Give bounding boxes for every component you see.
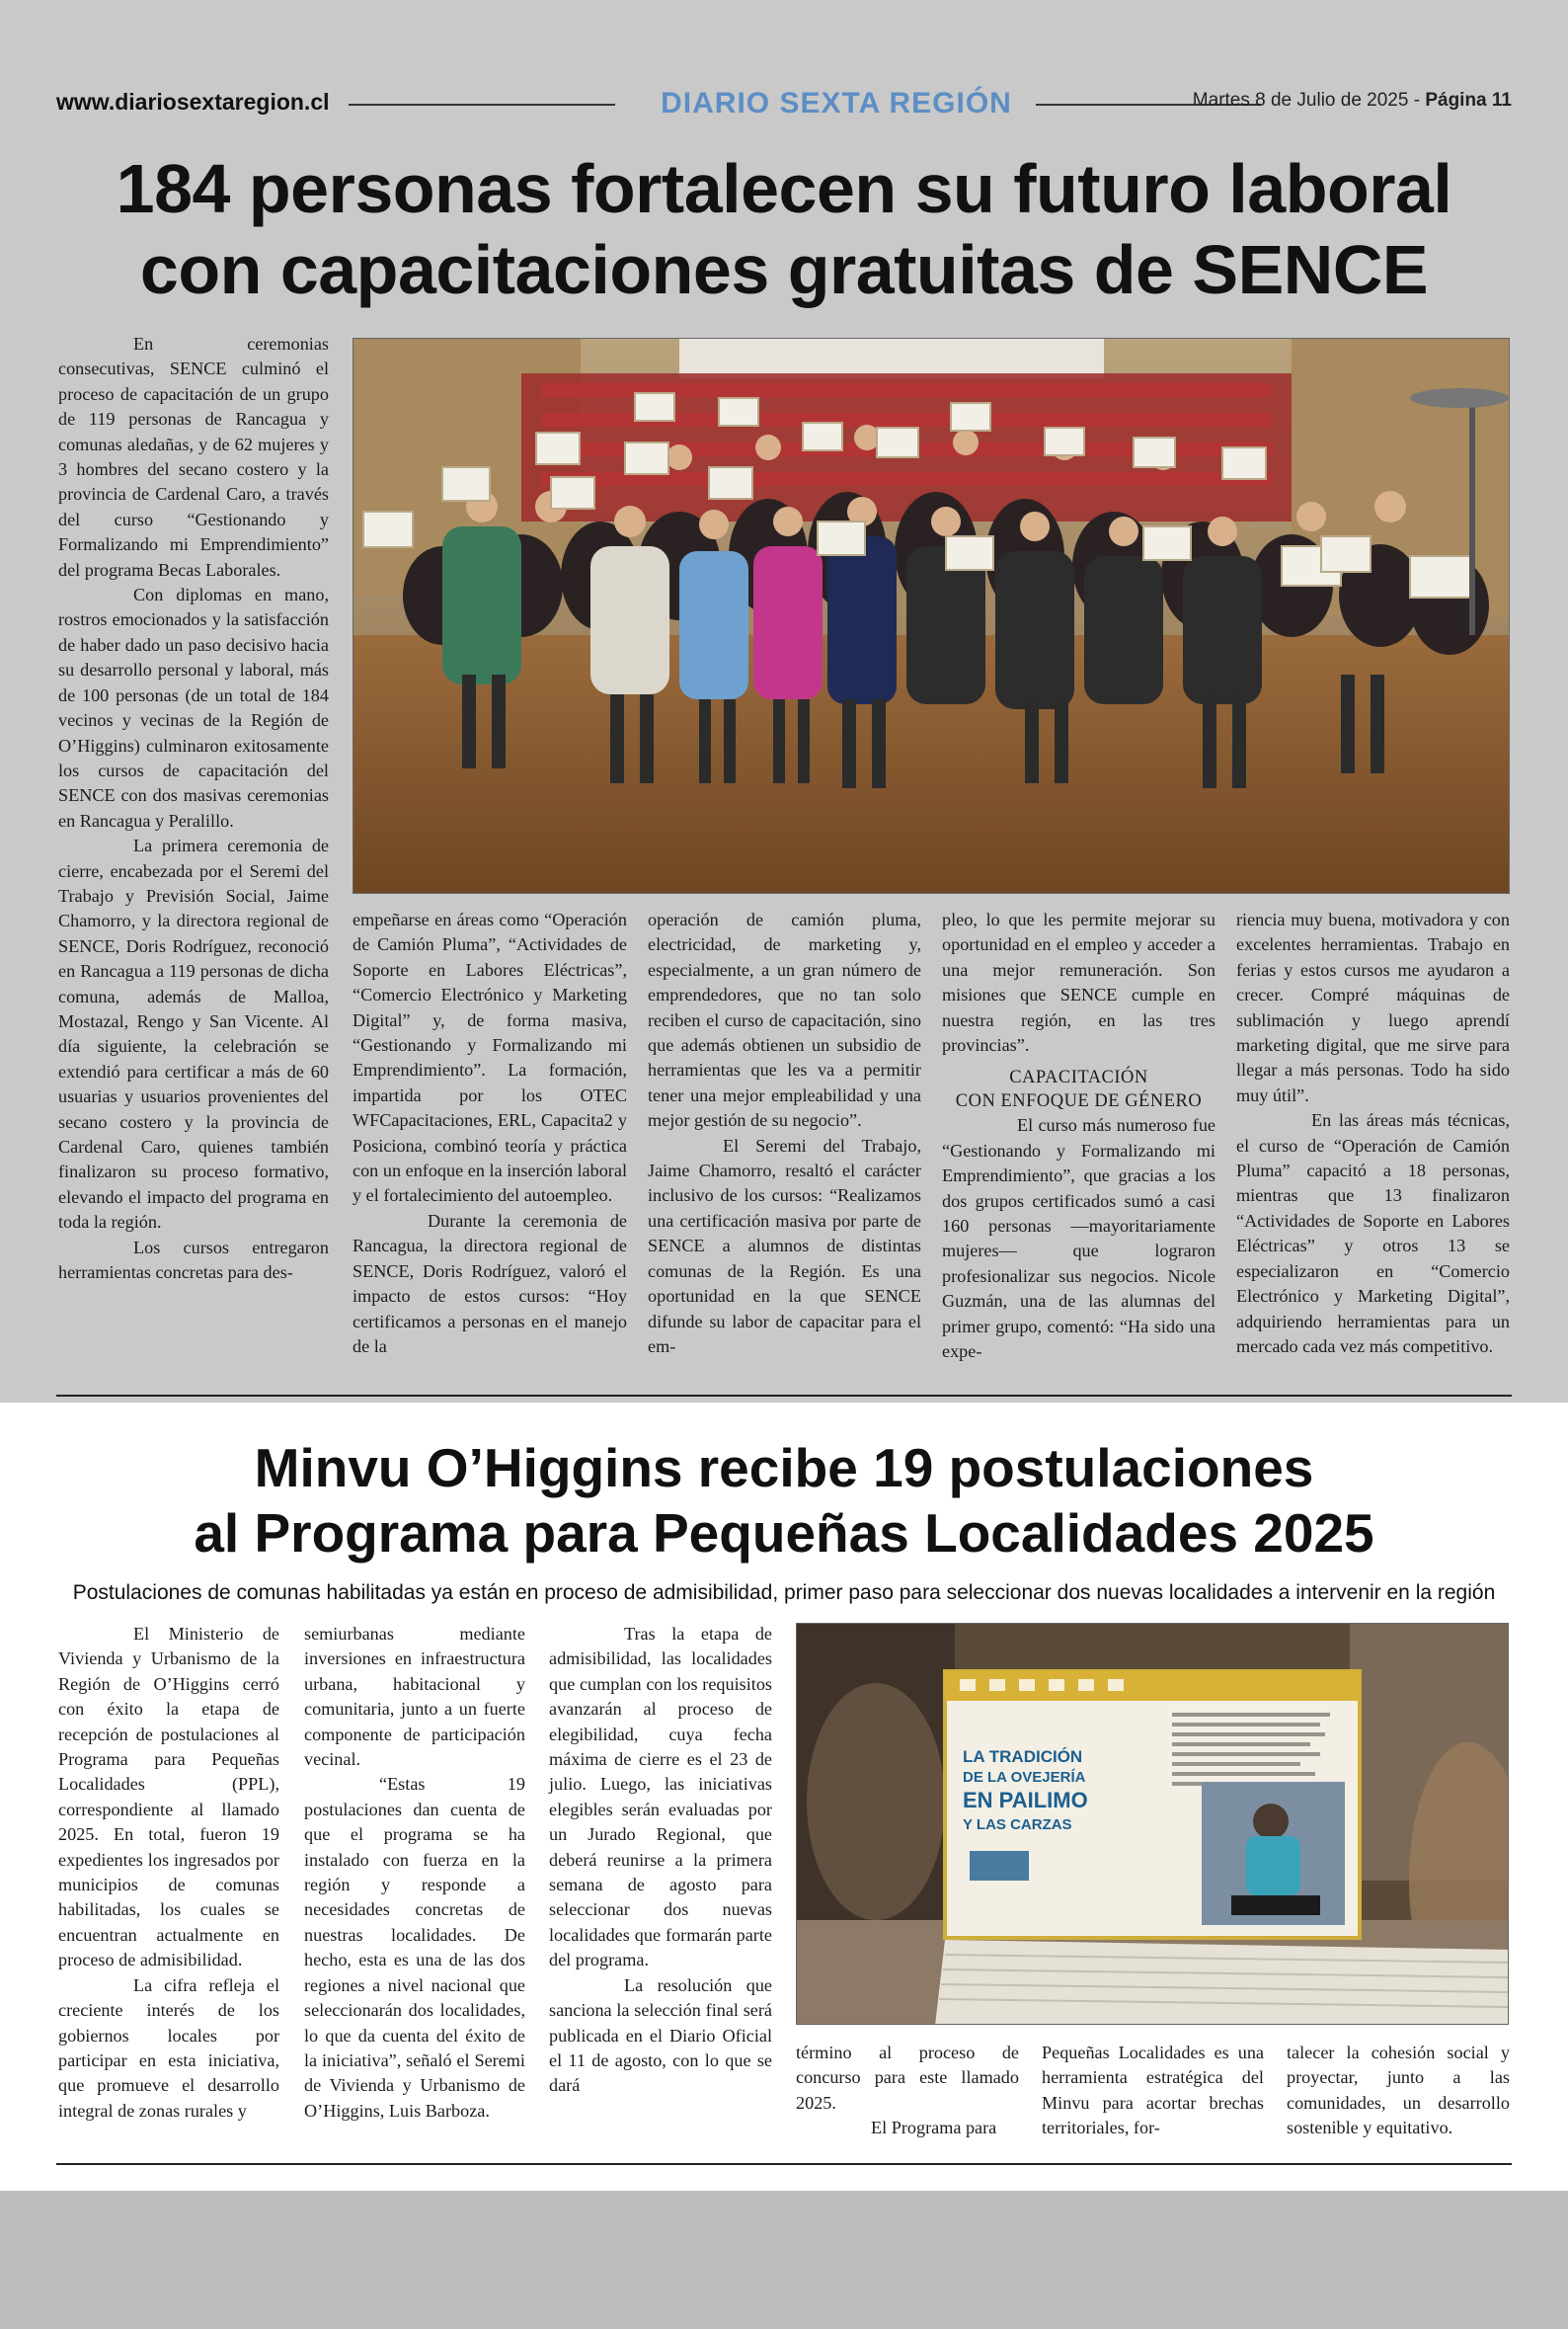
article2-paragraph: término al proceso de concurso para este llamado 2025. bbox=[796, 2043, 1019, 2113]
article2-paragraph: semiurbanas mediante inversiones en infraestructura urbana, habitacional y comunitaria, junto a un fuerte componente de participación vecinal. bbox=[304, 1624, 525, 1770]
book-illustration bbox=[797, 1624, 1509, 2025]
article2-column-2 bbox=[304, 1622, 525, 2124]
book-title-line4: Y LAS CARZAS bbox=[963, 1816, 1072, 1833]
article1-paragraph: operación de camión pluma, electricidad, de marketing y, especialmente, a un gran número de emprendedores, que no tan solo reciben el curso de capacitación, sino que además obtienen un subsidio de herramientas que les va a permitir tener una mejor empleabilidad y una mejor gestión de su negocio”. bbox=[648, 910, 921, 1131]
newspaper-brand: DIARIO SEXTA REGIÓN bbox=[661, 87, 1012, 120]
article2-headline-line1: Minvu O’Higgins recibe 19 postulaciones bbox=[254, 1437, 1314, 1498]
article2-column-5 bbox=[1042, 2041, 1264, 2141]
article2-paragraph: talecer la cohesión social y proyectar, junto a las comunidades, un desarrollo sostenible y equitativo. bbox=[1287, 2043, 1510, 2138]
article2-paragraph: La resolución que sanciona la selección final será publicada en el Diario Oficial el 11 de agosto, con lo que se dará bbox=[549, 1974, 772, 2096]
article2-headline-line2: al Programa para Pequeñas Localidades 2025 bbox=[194, 1502, 1374, 1564]
issue-date-text: Martes 8 de Julio de 2025 - bbox=[1192, 90, 1426, 111]
article1-subheading-line2: CON ENFOQUE DE GÉNERO bbox=[955, 1091, 1203, 1112]
book-title-line3: EN PAILIMO bbox=[963, 1788, 1088, 1812]
article2-column-3 bbox=[549, 1622, 772, 2099]
page-header bbox=[56, 87, 1512, 122]
book-title-line2: DE LA OVEJERÍA bbox=[963, 1769, 1086, 1786]
article1-paragraph: empeñarse en áreas como “Operación de Camión Pluma”, “Actividades de Soporte en Labores Eléctricas”, “Comercio Electrónico y Marketing Digital” y, de forma masiva, “Gestionando y Formalizando mi Emprendimiento”. La formación, impartida por los OTEC WFCapacitaciones, ERL, Capacita2 y Posiciona, combinó teoría y práctica con un enfoque en la inserción laboral y el fortalecimiento del autoempleo. bbox=[353, 910, 627, 1206]
article1-paragraph: Durante la ceremonia de Rancagua, la directora regional de SENCE, Doris Rodríguez, valoró el impacto de estos cursos: “Hoy certificamos a personas en el manejo de la bbox=[353, 1210, 627, 1356]
page-number: Página 11 bbox=[1425, 90, 1512, 111]
article2-column-4 bbox=[796, 2041, 1019, 2141]
article2-paragraph: El Programa para bbox=[871, 2118, 997, 2138]
graduation-ceremony-illustration bbox=[353, 339, 1510, 894]
article1-paragraph: pleo, lo que les permite mejorar su oportunidad en el empleo y acceder a una mejor remuneración. Son misiones que SENCE cumple en nuestra región, en las tres provincias”. bbox=[942, 910, 1215, 1056]
article2-paragraph: “Estas 19 postulaciones dan cuenta de que el programa se ha instalado con fuerza en la región y responde a necesidades concretas de nuestras localidades. De hecho, esta es una de las dos regiones a nivel nacional que seleccionarán dos localidades, lo que da cuenta del éxito de la iniciativa”, señaló el Seremi de Vivienda y Urbanismo de O’Higgins, Luis Barboza. bbox=[304, 1774, 525, 2121]
article1-paragraph: riencia muy buena, motivadora y con excelentes herramientas. Trabajo en ferias y estos cursos me ayudaron a crecer. Compré máquinas de sublimación y luego aprendí marketing digital, que me sirve para llegar a más personas. Todo ha sido muy útil”. bbox=[1236, 910, 1510, 1105]
book-title-line1: LA TRADICIÓN bbox=[963, 1747, 1083, 1766]
book-photo bbox=[796, 1623, 1509, 2025]
header-rule-left bbox=[349, 104, 615, 106]
article1-column-1 bbox=[58, 332, 329, 1285]
article1-subheading bbox=[942, 1066, 1215, 1113]
article1-column-3 bbox=[648, 908, 921, 1359]
article1-column-2 bbox=[353, 908, 627, 1359]
article1-column-5 bbox=[1236, 908, 1510, 1359]
article1-paragraph: El Seremi del Trabajo, Jaime Chamorro, resaltó el carácter inclusivo de los cursos: “Realizamos una certificación masiva por parte de SENCE a alumnos de distintas comunas de la Región. Es una oportunidad en la que SENCE difunde su labor de capacitar para el em- bbox=[648, 1135, 921, 1356]
article2-paragraph: El Ministerio de Vivienda y Urbanismo de la Región de O’Higgins cerró con éxito la etapa de recepción de postulaciones al Programa para Pequeñas Localidades (PPL), correspondiente al llamado 2025. En total, fueron 19 expedientes los ingresados por municipios de comunas habilitadas, los cuales se encuentran actualmente en proceso de admisibilidad. bbox=[58, 1624, 279, 1970]
article2-bottom-rule bbox=[56, 2163, 1512, 2165]
article1-paragraph: El curso más numeroso fue “Gestionando y Formalizando mi Emprendimiento”, que gracias a los dos grupos certificados sumó a casi 160 personas —mayoritariamente mujeres— que lograron profesionalizar sus negocios. Nicole Guzmán, una de las alumnas del primer grupo, comentó: “Ha sido una expe- bbox=[942, 1115, 1215, 1362]
article2-column-6 bbox=[1287, 2041, 1510, 2141]
page-tail-background bbox=[0, 2191, 1568, 2329]
article1-paragraph: Con diplomas en mano, rostros emocionados y la satisfacción de haber dado un paso decisivo hacia su desarrollo personal y laboral, más de 100 personas (de un total de 184 vecinos y vecinas de la Región de O’Higgins) culminaron exitosamente los cursos de capacitación del SENCE con dos masivas ceremonias en Rancagua y Peralillo. bbox=[58, 585, 329, 831]
issue-date bbox=[1193, 90, 1512, 112]
graduation-ceremony-photo bbox=[353, 338, 1510, 894]
article2-paragraph: Pequeñas Localidades es una herramienta estratégica del Minvu para acortar brechas territoriales, for- bbox=[1042, 2043, 1264, 2138]
article1-bottom-rule bbox=[56, 1395, 1512, 1397]
article2-subtitle: Postulaciones de comunas habilitadas ya están en proceso de admisibilidad, primer paso para seleccionar dos nuevas localidades a intervenir en la región bbox=[72, 1581, 1496, 1604]
article1-headline bbox=[39, 148, 1529, 310]
article1-subheading-line1: CAPACITACIÓN bbox=[1009, 1068, 1148, 1088]
article2-column-1 bbox=[58, 1622, 279, 2124]
article1-paragraph: En las áreas más técnicas, el curso de “Operación de Camión Pluma” capacitó a 18 personas, mientras que 13 finalizaron “Actividades de Soporte en Labores Eléctricas” y otros 13 se especializaron en “Comercio Electrónico y Marketing Digital”, adquiriendo herramientas para un mercado cada vez más competitivo. bbox=[1236, 1110, 1510, 1356]
article1-headline-line2: con capacitaciones gratuitas de SENCE bbox=[139, 231, 1429, 308]
article1-column-4 bbox=[942, 908, 1215, 1365]
article1-headline-line1: 184 personas fortalecen su futuro laboral bbox=[116, 150, 1452, 227]
article2-headline bbox=[59, 1435, 1509, 1566]
article1-paragraph: Los cursos entregaron herramientas concretas para des- bbox=[58, 1237, 329, 1283]
article1-paragraph: En ceremonias consecutivas, SENCE culminó el proceso de capacitación de un grupo de 119 personas de Rancagua y comunas aledañas, y de 62 mujeres y 3 hombres del secano costero y la provincia de Cardenal Caro, a través del curso “Gestionando y Formalizando mi Emprendimiento” del programa Becas Laborales. bbox=[58, 334, 329, 580]
article2-paragraph: Tras la etapa de admisibilidad, las localidades que cumplan con los requisitos avanzarán al proceso de elegibilidad, cuya fecha máxima de cierre es el 23 de julio. Luego, las iniciativas elegibles serán evaluadas por un Jurado Regional, que deberá reunirse a la primera semana de agosto para seleccionar dos nuevas localidades que formarán parte del programa. bbox=[549, 1624, 772, 1970]
article2-paragraph: La cifra refleja el creciente interés de los gobiernos locales por participar en esta iniciativa, que promueve el desarrollo integral de zonas rurales y bbox=[58, 1974, 279, 2121]
article1-paragraph: La primera ceremonia de cierre, encabezada por el Seremi del Trabajo y Previsión Social, Jaime Chamorro, y la directora regional de SENCE, Doris Rodríguez, reconoció en Rancagua a 119 personas de dicha comuna, además de Malloa, Mostazal, Rengo y San Vicente. Al día siguiente, la celebración se extendió para certificar a más de 60 usuarias y usuarios provenientes del secano costero y la provincia de Cardenal Caro, quienes también finalizaron su proceso formativo, elevando el impacto del programa en toda la región. bbox=[58, 836, 329, 1233]
site-url[interactable]: www.diariosextaregion.cl bbox=[56, 89, 330, 115]
